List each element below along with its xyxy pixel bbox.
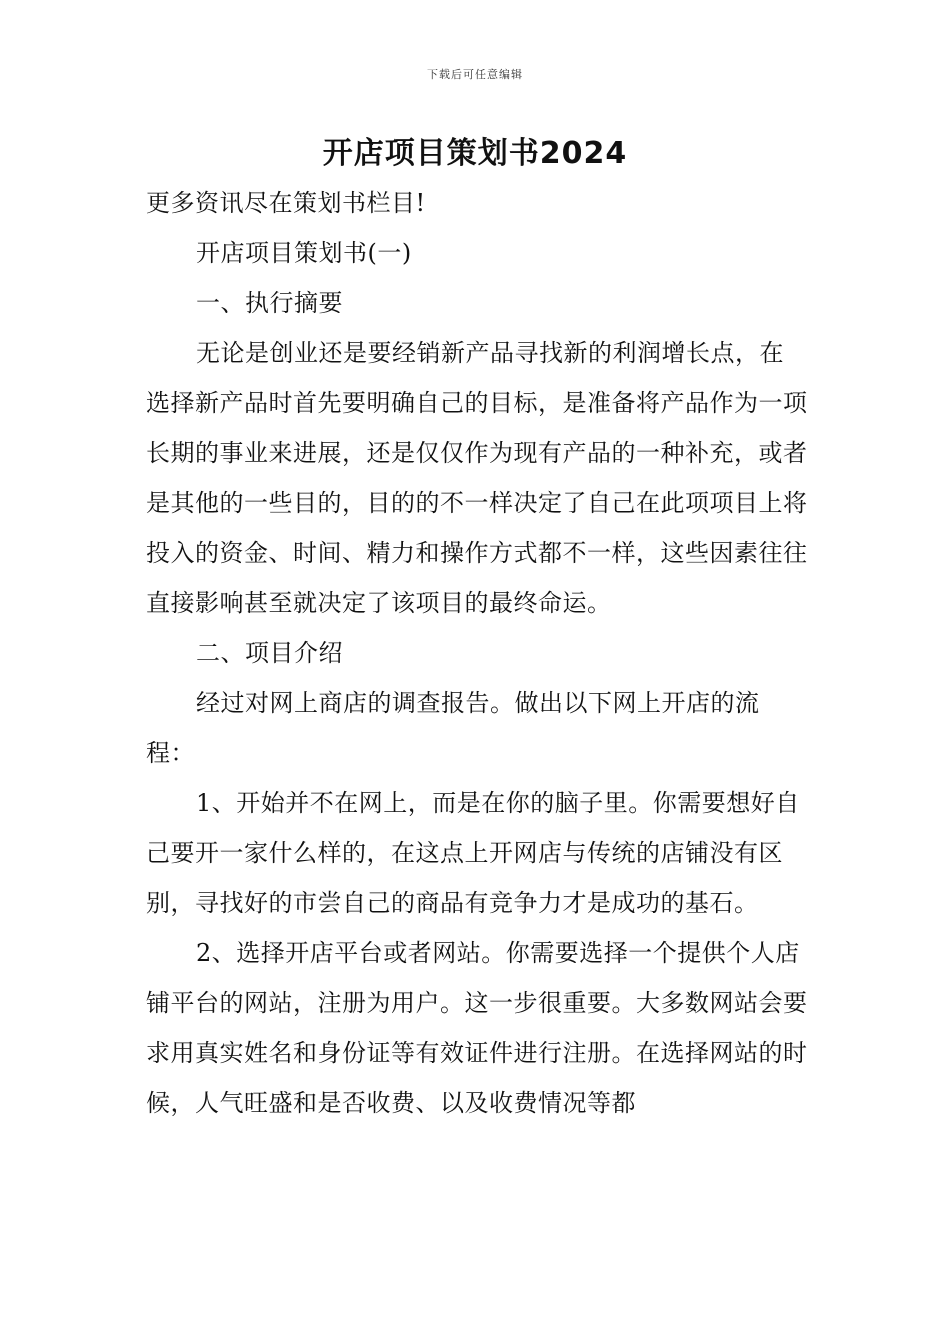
paragraph-process-intro: 经过对网上商店的调查报告。做出以下网上开店的流程：	[146, 689, 760, 767]
paragraph-section-heading: 开店项目策划书(一)	[196, 239, 412, 267]
document-body	[146, 178, 808, 1128]
paragraph-summary: 无论是创业还是要经销新产品寻找新的利润增长点，在选择新产品时首先要明确自己的目标，是准备将产品作为一项长期的事业来进展，还是仅仅作为现有产品的一种补充，或者是其他的一些目的，目的的不一样决定了自己在此项项目上将投入的资金、时间、精力和操作方式都不一样，这些因素往往直接影响甚至就决定了该项目的最终命运。	[146, 339, 808, 617]
paragraph-heading-intro: 二、项目介绍	[196, 639, 343, 667]
document-title: 开店项目策划书2024	[322, 136, 628, 171]
paragraph-intro: 更多资讯尽在策划书栏目!	[146, 189, 426, 217]
paragraph-step-1: 1、开始并不在网上，而是在你的脑子里。你需要想好自己要开一家什么样的，在这点上开网店与传统的店铺没有区别，寻找好的市尝自己的商品有竞争力才是成功的基石。	[146, 789, 800, 917]
paragraph-heading-summary: 一、执行摘要	[196, 289, 343, 317]
paragraph-step-2: 2、选择开店平台或者网站。你需要选择一个提供个人店铺平台的网站，注册为用户。这一步很重要。大多数网站会要求用真实姓名和身份证等有效证件进行注册。在选择网站的时候，人气旺盛和是否收费、以及收费情况等都	[146, 939, 808, 1117]
header-note: 下载后可任意编辑	[427, 68, 523, 81]
